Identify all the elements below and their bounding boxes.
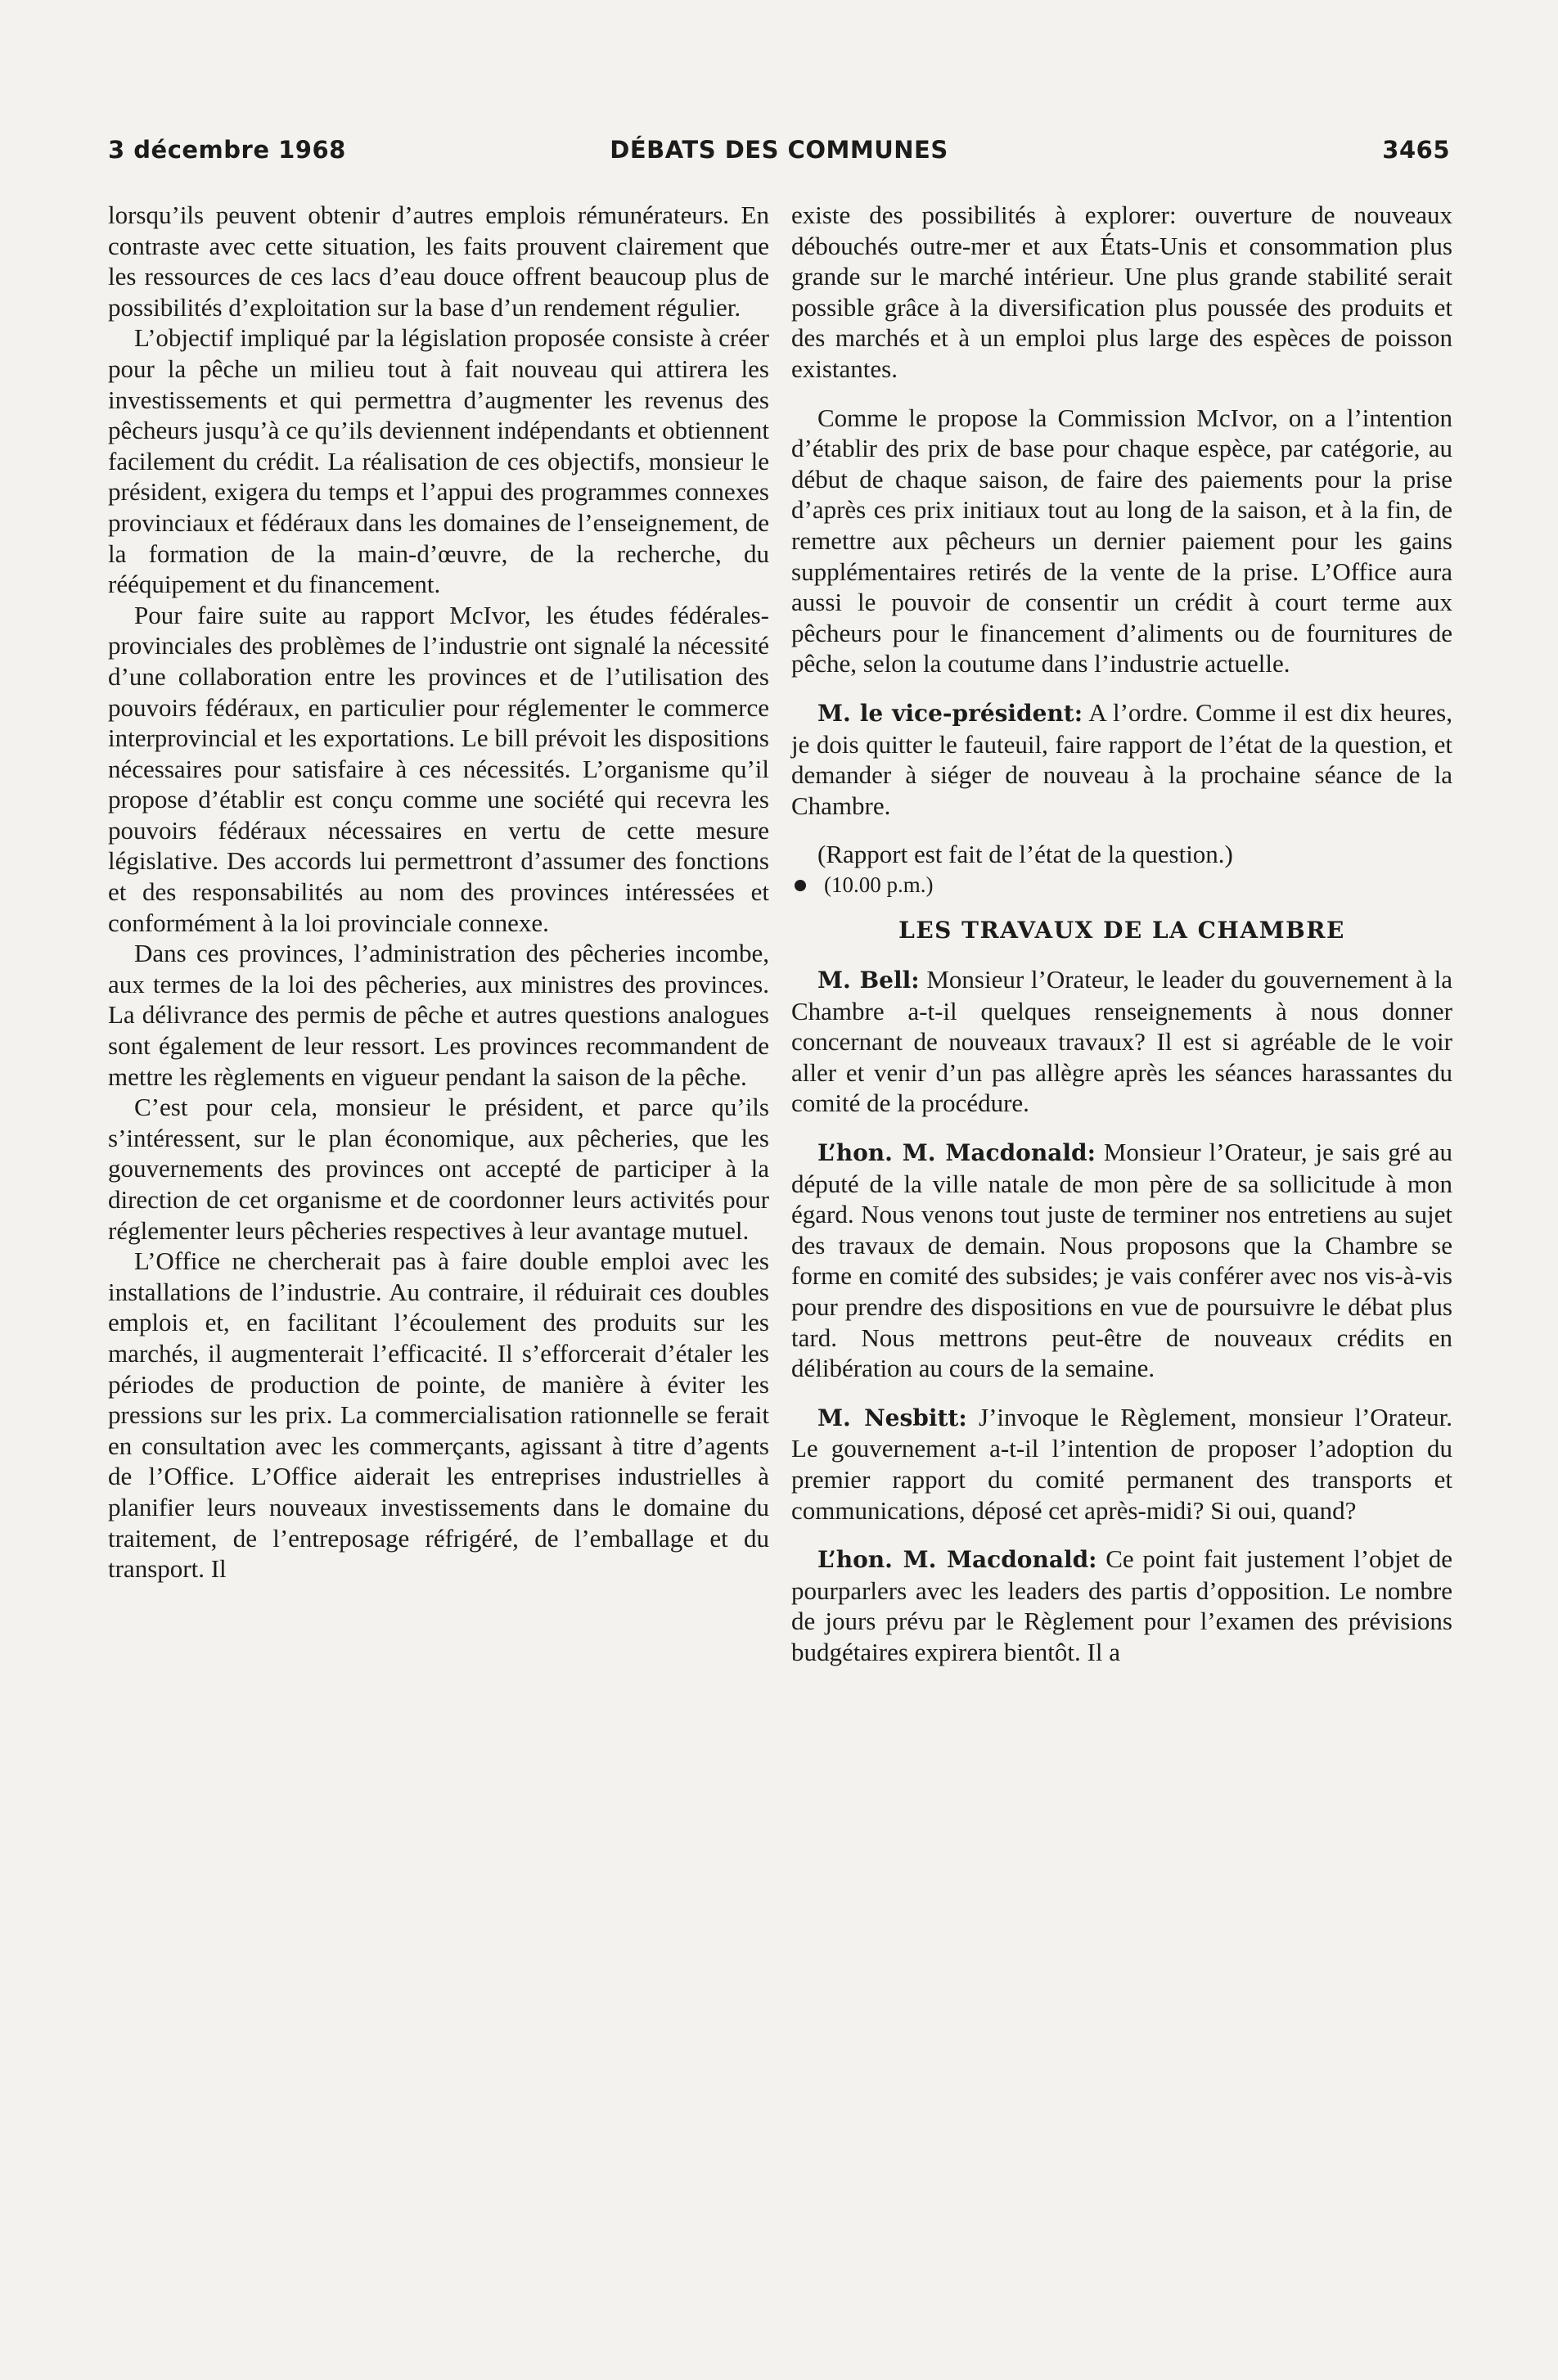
paragraph: existe des possibilités à explorer: ouverture de nouveaux débouchés outre-mer et aux États-Unis et consommation plus grande sur le marché intérieur. Une plus grande stabilité serait possible grâce à la diversification plus poussée des produits et des marchés et à un emploi plus large des espèces de poisson existantes.: [791, 201, 1452, 383]
speech-text: Monsieur l’Orateur, le leader du gouvernement à la Chambre a-t-il quelques renseignements à nous donner concernant de nouveaux travaux? Il est si agréable de le voir aller et venir d’un pas allègre après les séances harassantes du comité de la procédure.: [791, 965, 1452, 1118]
right-column: [791, 200, 1452, 1668]
speech-text: J’invoque le Règlement, monsieur l’Orateur. Le gouvernement a-t-il l’intention de proposer l’adoption du premier rapport du comité permanent des transports et communications, déposé cet après-midi? Si oui, quand?: [791, 1402, 1452, 1525]
speech: [791, 1402, 1452, 1526]
paragraph: L’Office ne chercherait pas à faire double emploi avec les installations de l’industrie. Au contraire, il réduirait ces doubles emplois et, en facilitant l’écoulement des produits sur les marchés, il augmenterait l’efficacité. Il s’efforcerait d’étaler les périodes de production de pointe, de manière à éviter les pressions sur les prix. La commercialisation rationnelle se ferait en consultation avec les commerçants, agissant à titre d’agents de l’Office. L’Office aiderait les entreprises industrielles à planifier leurs nouveaux investissements dans le domaine du traitement, de l’entreposage réfrigéré, de l’emballage et du transport. Il: [108, 1246, 769, 1584]
speaker-name: L’hon. M. Macdonald:: [817, 1546, 1097, 1574]
paragraph: Comme le propose la Commission McIvor, on a l’intention d’établir des prix de base pour chaque espèce, par catégorie, au début de chaque saison, de faire des paiements pour la prise d’après ces prix initiaux tout au long de la saison, et à la fin, de remettre aux pêcheurs un dernier paiement pour les gains supplémentaires retirés de la vente de la prise. L’Office aura aussi le pouvoir de consentir un crédit à court terme aux pêcheurs pour le financement d’aliments ou de fournitures de pêche, selon la coutume dans l’industrie actuelle.: [791, 403, 1452, 678]
page-number: 3465: [1382, 136, 1450, 164]
speech-text: A l’ordre. Comme il est dix heures, je dois quitter le fauteuil, faire rapport de l’état de la question, et demander à siéger de nouveau à la prochaine séance de la Chambre.: [791, 697, 1452, 820]
paragraph: Dans ces provinces, l’administration des pêcheries incombe, aux termes de la loi des pêcheries, aux ministres des provinces. La délivrance des permis de pêche et autres questions analogues sont également de leur ressort. Les provinces recommandent de mettre les règlements en vigueur pendant la saison de la pêche.: [108, 939, 769, 1091]
speech: [791, 1544, 1452, 1667]
speaker-name: L’hon. M. Macdonald:: [817, 1139, 1096, 1167]
header-title: DÉBATS DES COMMUNES: [610, 136, 948, 164]
paragraph: L’objectif impliqué par la législation proposée consiste à créer pour la pêche un milieu tout à fait nouveau qui attirera les investissements et qui permettra d’augmenter les revenus des pêcheurs jusqu’à ce qu’ils deviennent indépendants et obtiennent facilement du crédit. La réalisation de ces objectifs, monsieur le président, exigera du temps et l’appui des programmes connexes provinciaux et fédéraux dans les domaines de l’enseignement, de la formation de la main-d’œuvre, de la recherche, du rééquipement et du financement.: [108, 323, 769, 599]
speech-text: Ce point fait justement l’objet de pourparlers avec les leaders des partis d’opposition. Le nombre de jours prévu par le Règlement pour l’examen des prévisions budgétaires expirera bientôt. Il a: [791, 1544, 1453, 1666]
speech: [791, 1137, 1452, 1384]
paragraph: lorsqu’ils peuvent obtenir d’autres emplois rémunérateurs. En contraste avec cette situation, les faits prouvent clairement que les ressources de ces lacs d’eau douce offrent beaucoup plus de possibilités d’exploitation sur la base d’un rendement régulier.: [108, 201, 769, 322]
speech: [791, 964, 1452, 1119]
paragraph: Pour faire suite au rapport McIvor, les études fédérales-provinciales des problèmes de l’industrie ont signalé la nécessité d’une collaboration entre les provinces et de l’utilisation des pouvoirs fédéraux, en particulier pour réglementer le commerce interprovincial et les exportations. Le bill prévoit les dispositions nécessaires pour satisfaire à ces nécessités. L’organisme qu’il propose d’établir est conçu comme une société qui recevra les pouvoirs fédéraux nécessaires en vertu de cette mesure législative. Des accords lui permettront d’assumer des fonctions et des responsabilités au nom des provinces intéressées et conformément à la loi provinciale connexe.: [108, 600, 769, 937]
speaker-name: M. le vice-président:: [817, 699, 1083, 727]
speech-text: Monsieur l’Orateur, je sais gré au député de la ville natale de mon père de sa sollicitude à mon égard. Nous venons tout juste de terminer nos entretiens au sujet des travaux de demain. Nous proposons que la Chambre se forme en comité des subsides; je vais conférer avec nos vis-à-vis pour prendre des dispositions en vue de poursuivre le débat plus tard. Nous mettrons peut-être de nouveaux crédits en délibération au cours de la semaine.: [791, 1138, 1452, 1383]
page-header: [108, 136, 1450, 172]
bullet-icon: [795, 880, 806, 891]
paragraph: C’est pour cela, monsieur le président, et parce qu’ils s’intéressent, sur le plan économique, aux pêcheries, que les gouvernements des provinces ont accepté de participer à la direction de cet organisme et de coordonner leurs activités pour réglementer leurs pêcheries respectives à leur avantage mutuel.: [108, 1093, 769, 1245]
procedural-note: (Rapport est fait de l’état de la question.): [817, 840, 1233, 869]
section-heading: LES TRAVAUX DE LA CHAMBRE: [898, 917, 1345, 944]
speech: [791, 697, 1452, 821]
speaker-name: M. Bell:: [817, 967, 920, 994]
speaker-name: M. Nesbitt:: [817, 1404, 967, 1431]
time-marker: [791, 870, 1452, 901]
time-text: (10.00 p.m.): [824, 872, 934, 897]
header-date: 3 décembre 1968: [108, 136, 346, 164]
left-column: [108, 200, 769, 1584]
